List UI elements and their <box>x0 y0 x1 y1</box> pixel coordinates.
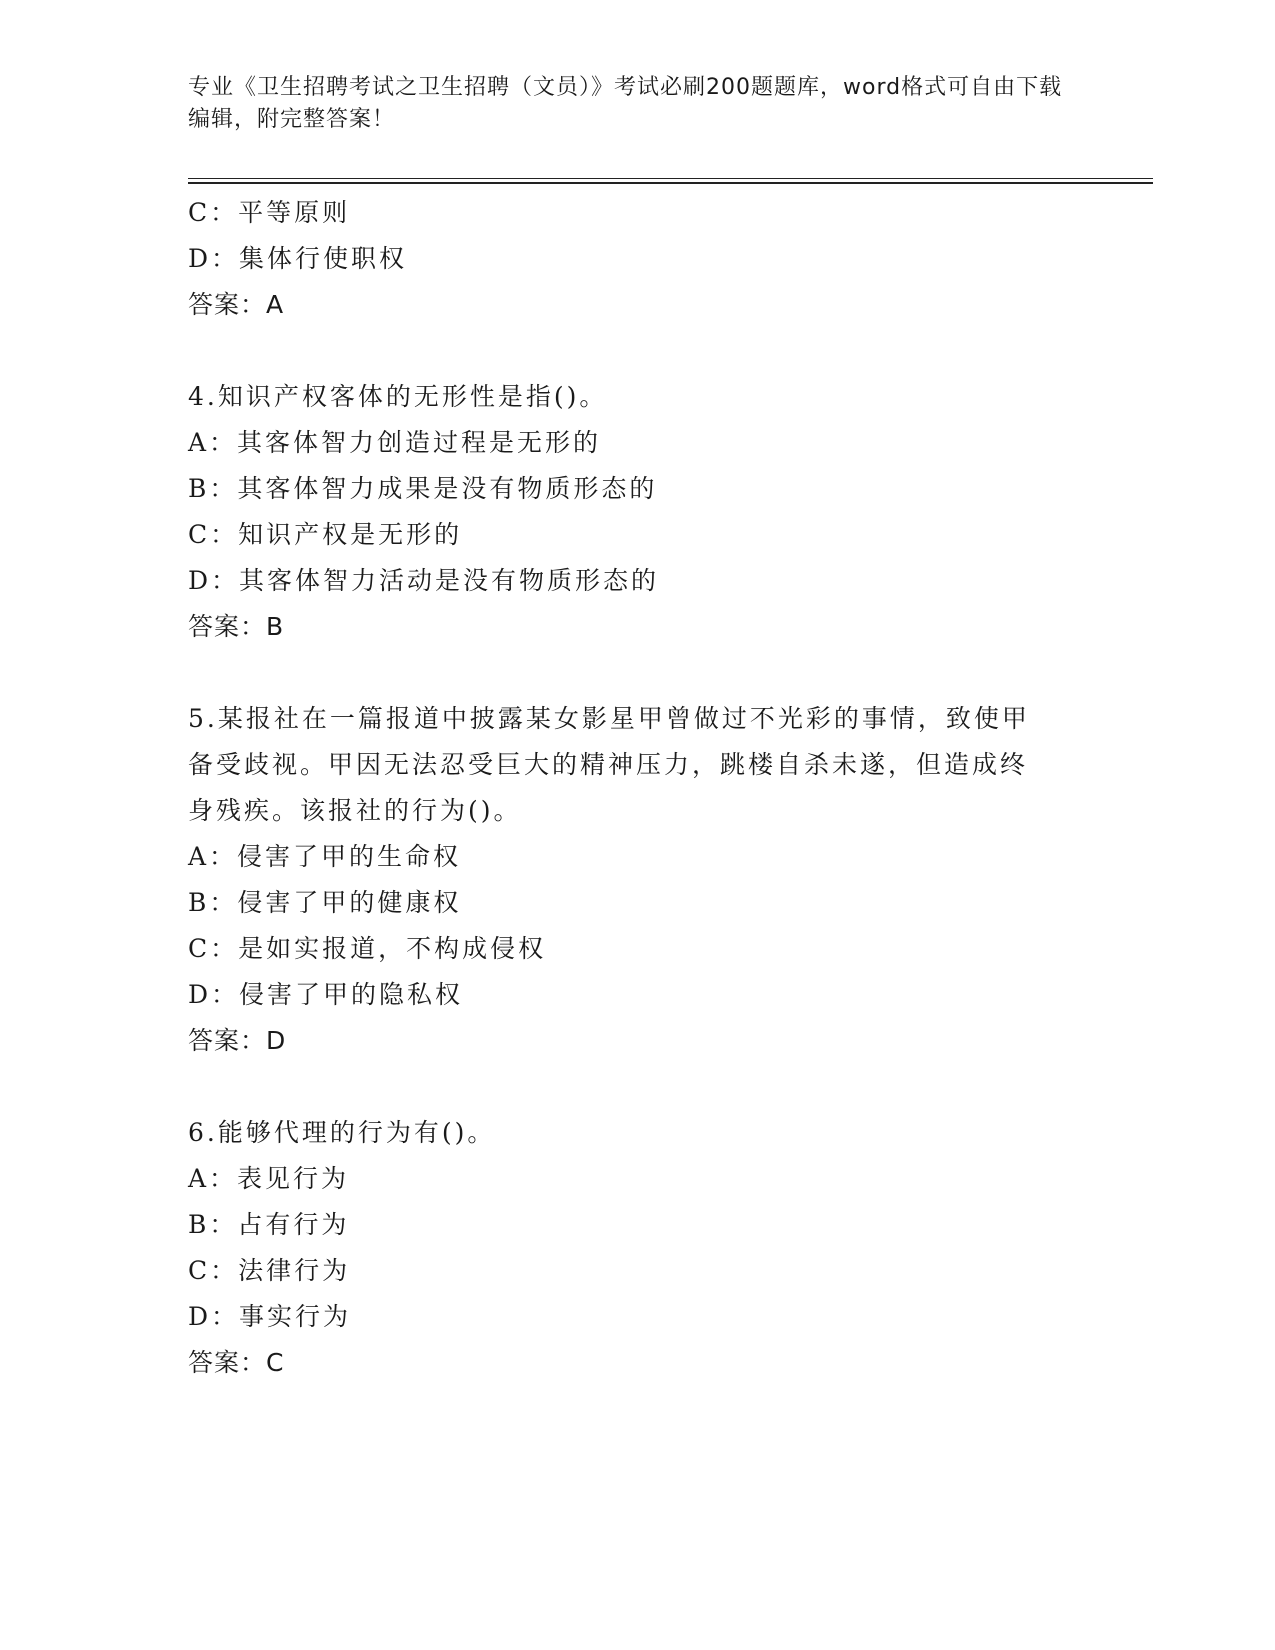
q4-option-d: D：其客体智力活动是没有物质形态的 <box>188 566 660 595</box>
q3-option-d: D：集体行使职权 <box>188 244 408 273</box>
q5-option-b: B：侵害了甲的健康权 <box>188 888 462 917</box>
question-6 <box>188 1110 1068 1386</box>
q5-answer: 答案：D <box>188 1026 287 1055</box>
spacer <box>188 328 1068 374</box>
q5-stem-line-3: 身残疾。该报社的行为()。 <box>188 796 522 825</box>
q6-answer: 答案：C <box>188 1348 285 1377</box>
q6-option-c: C：法律行为 <box>188 1256 351 1285</box>
q6-option-d: D：事实行为 <box>188 1302 352 1331</box>
q4-stem: 4.知识产权客体的无形性是指()。 <box>188 382 608 411</box>
q4-option-a: A：其客体智力创造过程是无形的 <box>188 428 602 457</box>
header-divider-thin <box>188 178 1153 179</box>
spacer <box>188 1064 1068 1110</box>
q4-answer: 答案：B <box>188 612 285 641</box>
q3-option-c: C：平等原则 <box>188 198 351 227</box>
q5-stem-line-2: 备受歧视。甲因无法忍受巨大的精神压力，跳楼自杀未遂，但造成终 <box>188 750 1029 779</box>
q6-stem: 6.能够代理的行为有()。 <box>188 1118 496 1147</box>
q4-option-c: C：知识产权是无形的 <box>188 520 463 549</box>
q6-option-b: B：占有行为 <box>188 1210 350 1239</box>
q5-option-a: A：侵害了甲的生命权 <box>188 842 462 871</box>
q5-stem-line-1: 5.某报社在一篇报道中披露某女影星甲曾做过不光彩的事情，致使甲 <box>188 704 1030 733</box>
document-body <box>188 190 1068 1386</box>
q3-answer: 答案：A <box>188 290 285 319</box>
question-4 <box>188 374 1068 650</box>
question-5 <box>188 696 1068 1064</box>
document-header: 专业《卫生招聘考试之卫生招聘（文员）》考试必刷200题题库，word格式可自由下载编辑，附完整答案！ <box>188 75 1063 132</box>
header-divider-thick <box>188 182 1153 184</box>
q5-option-c: C：是如实报道，不构成侵权 <box>188 934 547 963</box>
question-3-tail <box>188 190 1068 328</box>
q5-option-d: D：侵害了甲的隐私权 <box>188 980 464 1009</box>
q6-option-a: A：表见行为 <box>188 1164 350 1193</box>
spacer <box>188 650 1068 696</box>
q4-option-b: B：其客体智力成果是没有物质形态的 <box>188 474 658 503</box>
